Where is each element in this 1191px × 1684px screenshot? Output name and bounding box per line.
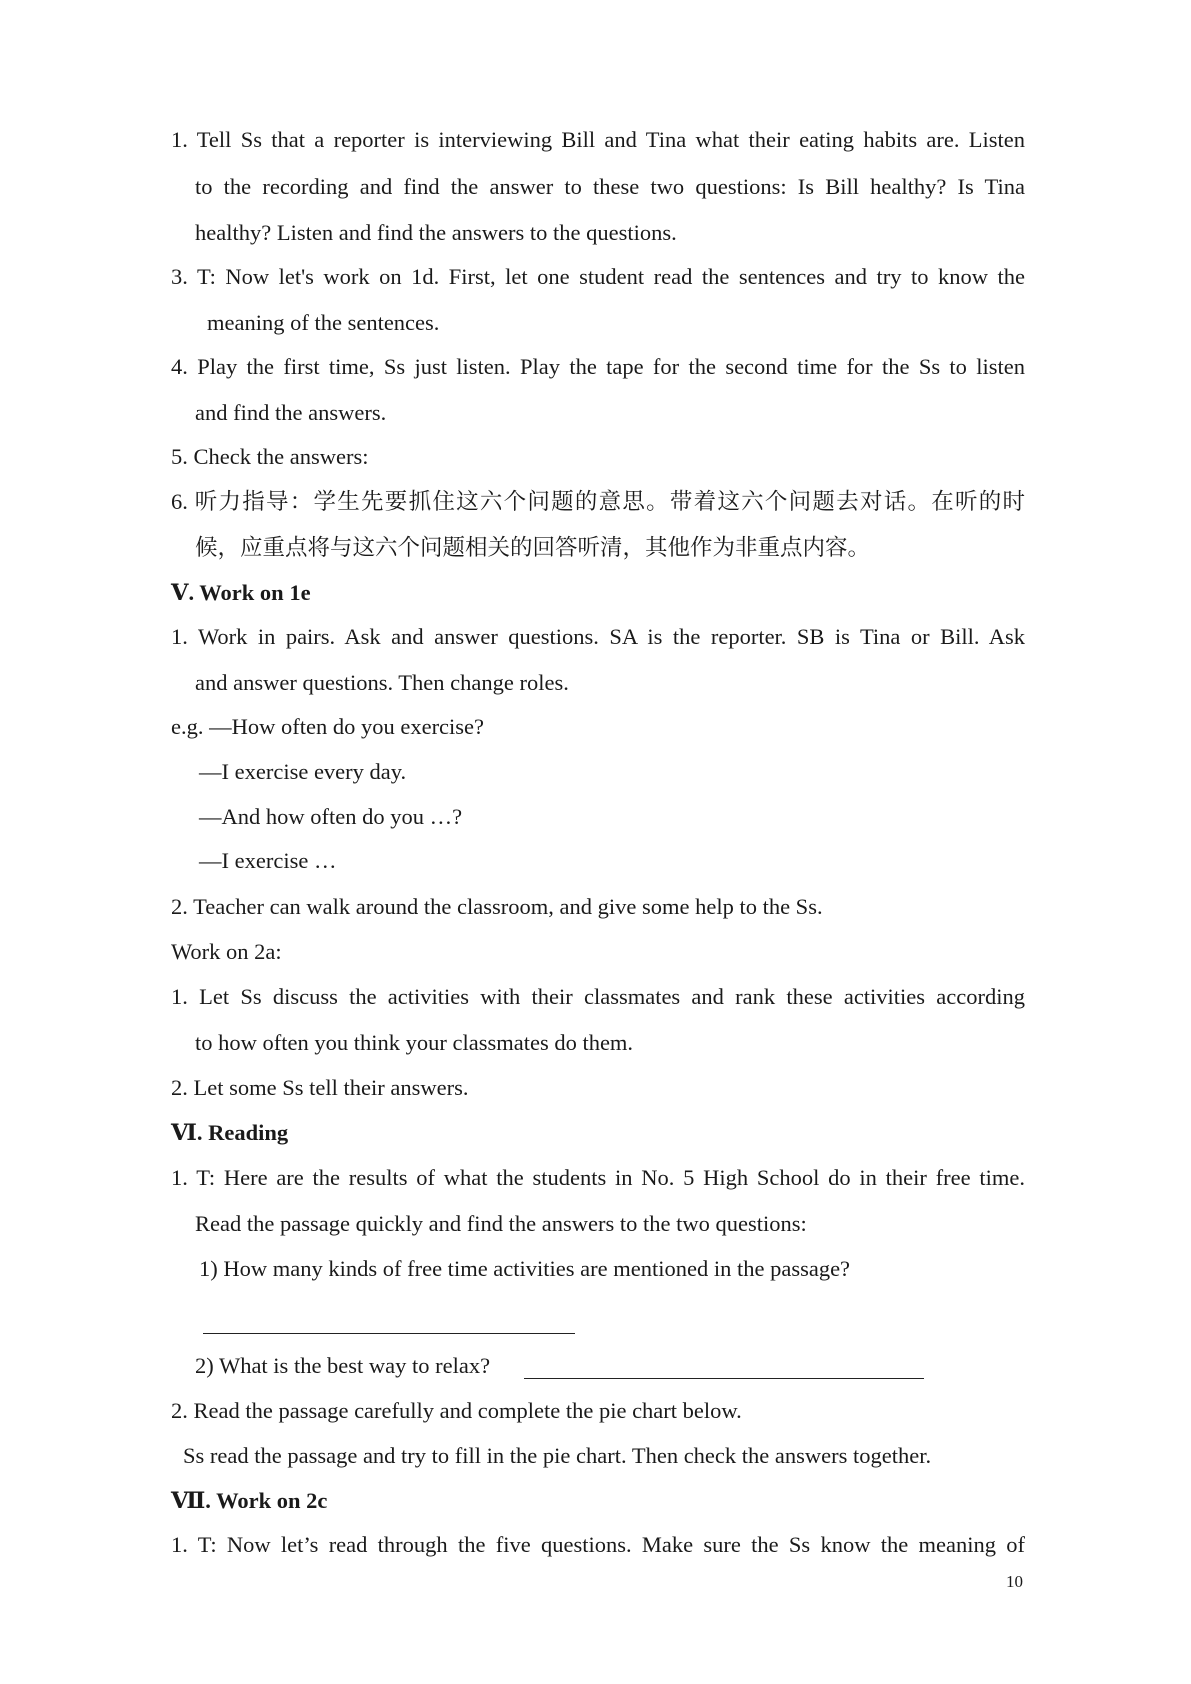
question-line: 2) What is the best way to relax? [195, 1353, 491, 1378]
answer-blank [524, 1378, 924, 1379]
text-line: 1. T: Now let’s read through the five questions. Make sure the Ss know the meaning of [171, 1532, 1025, 1557]
text-line: healthy? Listen and find the answers to the questions. [195, 220, 677, 245]
text-line: 1. T: Here are the results of what the students in No. 5 High School do in their free time. [171, 1165, 1025, 1190]
text-line: and answer questions. Then change roles. [195, 670, 569, 695]
text-line: 5. Check the answers: [171, 444, 369, 469]
section-heading: Ⅴ. Work on 1e [171, 580, 311, 605]
dialogue-line: —I exercise every day. [199, 759, 407, 784]
text-line: meaning of the sentences. [207, 310, 440, 335]
dialogue-line: —I exercise … [199, 848, 337, 873]
text-line: 候，应重点将与这六个问题相关的回答听清，其他作为非重点内容。 [195, 535, 871, 560]
text-line: 2. Teacher can walk around the classroom, and give some help to the Ss. [171, 894, 823, 919]
text-line: and find the answers. [195, 400, 387, 425]
page-number: 10 [1006, 1572, 1023, 1591]
question-line: 1) How many kinds of free time activities are mentioned in the passage? [199, 1256, 851, 1281]
section-heading: Ⅵ. Reading [171, 1120, 289, 1145]
dialogue-line: —And how often do you …? [199, 804, 463, 829]
section-heading: Ⅶ. Work on 2c [171, 1488, 328, 1513]
text-line: Work on 2a: [171, 939, 282, 964]
answer-blank [203, 1333, 575, 1334]
text-line: 2. Read the passage carefully and complete the pie chart below. [171, 1398, 742, 1423]
text-line: to the recording and find the answer to these two questions: Is Bill healthy? Is Tina [195, 174, 1025, 199]
text-line: 1. Let Ss discuss the activities with their classmates and rank these activities according [171, 984, 1025, 1009]
text-line: to how often you think your classmates do them. [195, 1030, 634, 1055]
text-line: 1. Tell Ss that a reporter is interviewing Bill and Tina what their eating habits are. Listen [171, 127, 1025, 152]
text-line: Ss read the passage and try to fill in the pie chart. Then check the answers together. [183, 1443, 932, 1468]
dialogue-line: e.g. —How often do you exercise? [171, 714, 485, 739]
text-line: 2. Let some Ss tell their answers. [171, 1075, 469, 1100]
text-line: 6. 听力指导：学生先要抓住这六个问题的意思。带着这六个问题去对话。在听的时 [171, 489, 1025, 514]
text-line: Read the passage quickly and find the answers to the two questions: [195, 1211, 807, 1236]
text-line: 3. T: Now let's work on 1d. First, let one student read the sentences and try to know the [171, 264, 1025, 289]
text-line: 1. Work in pairs. Ask and answer questions. SA is the reporter. SB is Tina or Bill. Ask [171, 624, 1025, 649]
text-line: 4. Play the first time, Ss just listen. Play the tape for the second time for the Ss to listen [171, 354, 1025, 379]
